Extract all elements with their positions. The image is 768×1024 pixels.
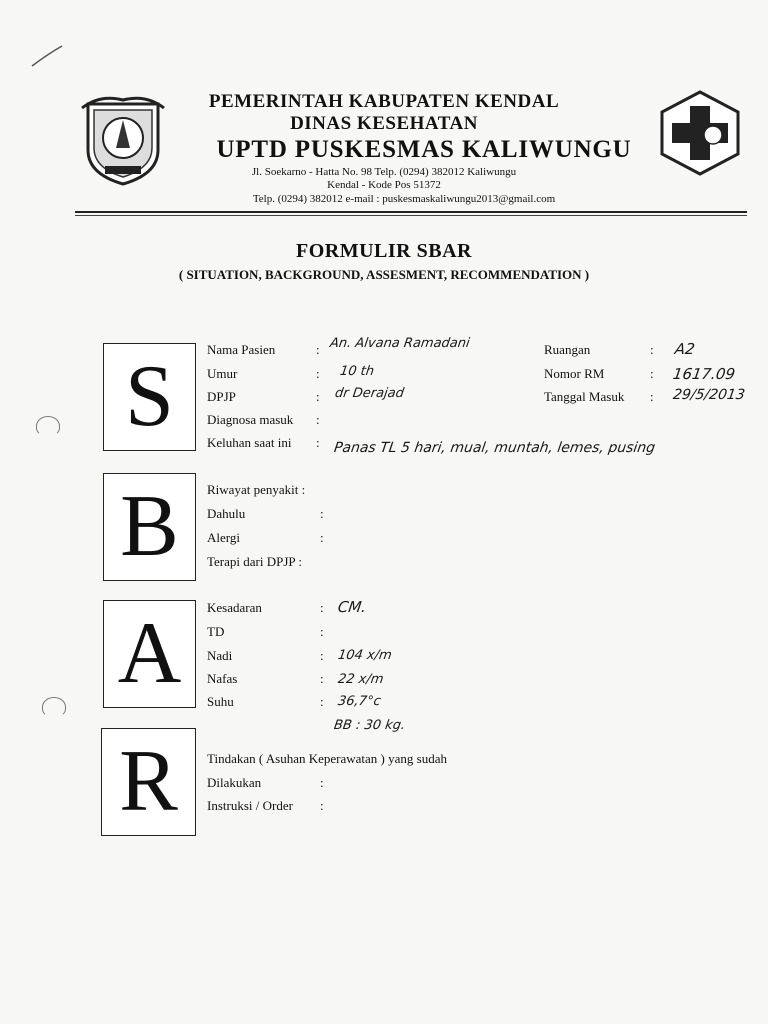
field-suhu-value[interactable]: 36,7°c bbox=[336, 694, 382, 709]
section-r-letter-box: R bbox=[101, 728, 196, 836]
field-nama-pasien-label: Nama Pasien bbox=[207, 342, 276, 357]
field-umur-label: Umur bbox=[207, 366, 238, 381]
form-subtitle: ( SITUATION, BACKGROUND, ASSESMENT, RECOMMENDATION ) bbox=[178, 267, 590, 282]
pen-mark bbox=[28, 40, 68, 70]
header-line-1: PEMERINTAH KABUPATEN KENDAL bbox=[208, 91, 560, 112]
field-tindakan-label: Tindakan ( Asuhan Keperawatan ) yang sudah bbox=[207, 751, 447, 766]
field-suhu-colon: : bbox=[320, 694, 324, 709]
field-nadi-label: Nadi bbox=[207, 648, 233, 663]
field-dahulu-label: Dahulu bbox=[207, 506, 246, 521]
field-diagnosa-label: Diagnosa masuk bbox=[207, 412, 294, 427]
section-b-letter-box: B bbox=[103, 473, 196, 581]
field-alergi-label: Alergi bbox=[207, 530, 240, 545]
field-kesadaran-label: Kesadaran bbox=[207, 600, 262, 615]
field-kesadaran-value[interactable]: CM. bbox=[336, 598, 368, 616]
field-ruangan-value[interactable]: A2 bbox=[673, 340, 697, 358]
form-title: FORMULIR SBAR bbox=[296, 240, 472, 262]
field-ruangan-colon: : bbox=[650, 342, 654, 357]
field-keluhan-label: Keluhan saat ini bbox=[207, 435, 292, 450]
field-dpjp-label: DPJP bbox=[207, 389, 236, 404]
field-diagnosa-colon: : bbox=[316, 412, 320, 427]
field-td-colon: : bbox=[320, 624, 324, 639]
field-tanggal-masuk-colon: : bbox=[650, 389, 654, 404]
field-alergi-colon: : bbox=[320, 530, 324, 545]
field-nafas-label: Nafas bbox=[207, 671, 238, 686]
field-keluhan-value[interactable]: Panas TL 5 hari, mual, muntah, lemes, pusing bbox=[332, 440, 657, 456]
header-line-2: DINAS KESEHATAN bbox=[290, 113, 478, 134]
field-riwayat-penyakit-label: Riwayat penyakit : bbox=[207, 482, 306, 497]
field-nama-pasien-value[interactable]: An. Alvana Ramadani bbox=[328, 336, 471, 351]
field-dilakukan-label: Dilakukan bbox=[207, 775, 262, 790]
field-nomor-rm-label: Nomor RM bbox=[544, 366, 605, 381]
field-ruangan-label: Ruangan bbox=[544, 342, 591, 357]
field-kesadaran-colon: : bbox=[320, 600, 324, 615]
field-dahulu-colon: : bbox=[320, 506, 324, 521]
section-s-letter-box: S bbox=[103, 343, 196, 451]
field-keluhan-colon: : bbox=[316, 435, 320, 450]
field-tanggal-masuk-label: Tanggal Masuk bbox=[544, 389, 625, 404]
header-line-3: UPTD PUSKESMAS KALIWUNGU bbox=[216, 136, 632, 163]
field-td-label: TD bbox=[207, 624, 225, 639]
header-divider bbox=[75, 211, 747, 213]
field-suhu-label: Suhu bbox=[207, 694, 234, 709]
field-nomor-rm-colon: : bbox=[650, 366, 654, 381]
header-divider-thin bbox=[75, 215, 747, 216]
field-nadi-colon: : bbox=[320, 648, 324, 663]
field-tanggal-masuk-value[interactable]: 29/5/2013 bbox=[671, 387, 746, 403]
field-dpjp-colon: : bbox=[316, 389, 320, 404]
field-instruksi-colon: : bbox=[320, 798, 324, 813]
field-instruksi-label: Instruksi / Order bbox=[207, 798, 293, 813]
field-nama-pasien-colon: : bbox=[316, 342, 320, 357]
field-dpjp-value[interactable]: dr Derajad bbox=[333, 386, 405, 401]
field-nomor-rm-value[interactable]: 1617.09 bbox=[671, 365, 737, 383]
field-nafas-value[interactable]: 22 x/m bbox=[336, 672, 385, 687]
field-dilakukan-colon: : bbox=[320, 775, 324, 790]
section-a-letter-box: A bbox=[103, 600, 196, 708]
field-nafas-colon: : bbox=[320, 671, 324, 686]
header-address-1: Jl. Soekarno - Hatta No. 98 Telp. (0294) 382012 Kaliwungu bbox=[251, 166, 517, 178]
punch-hole-top bbox=[36, 416, 60, 436]
field-nadi-value[interactable]: 104 x/m bbox=[336, 648, 393, 663]
field-umur-colon: : bbox=[316, 366, 320, 381]
field-bb-note[interactable]: BB : 30 kg. bbox=[332, 718, 407, 733]
header-contact: Telp. (0294) 382012 e-mail : puskesmaskaliwungu2013@gmail.com bbox=[252, 193, 556, 205]
header-address-2: Kendal - Kode Pos 51372 bbox=[327, 179, 441, 191]
field-umur-value[interactable]: 10 th bbox=[338, 364, 376, 379]
field-terapi-dpjp-label: Terapi dari DPJP : bbox=[207, 554, 303, 569]
punch-hole-bottom bbox=[42, 697, 66, 717]
